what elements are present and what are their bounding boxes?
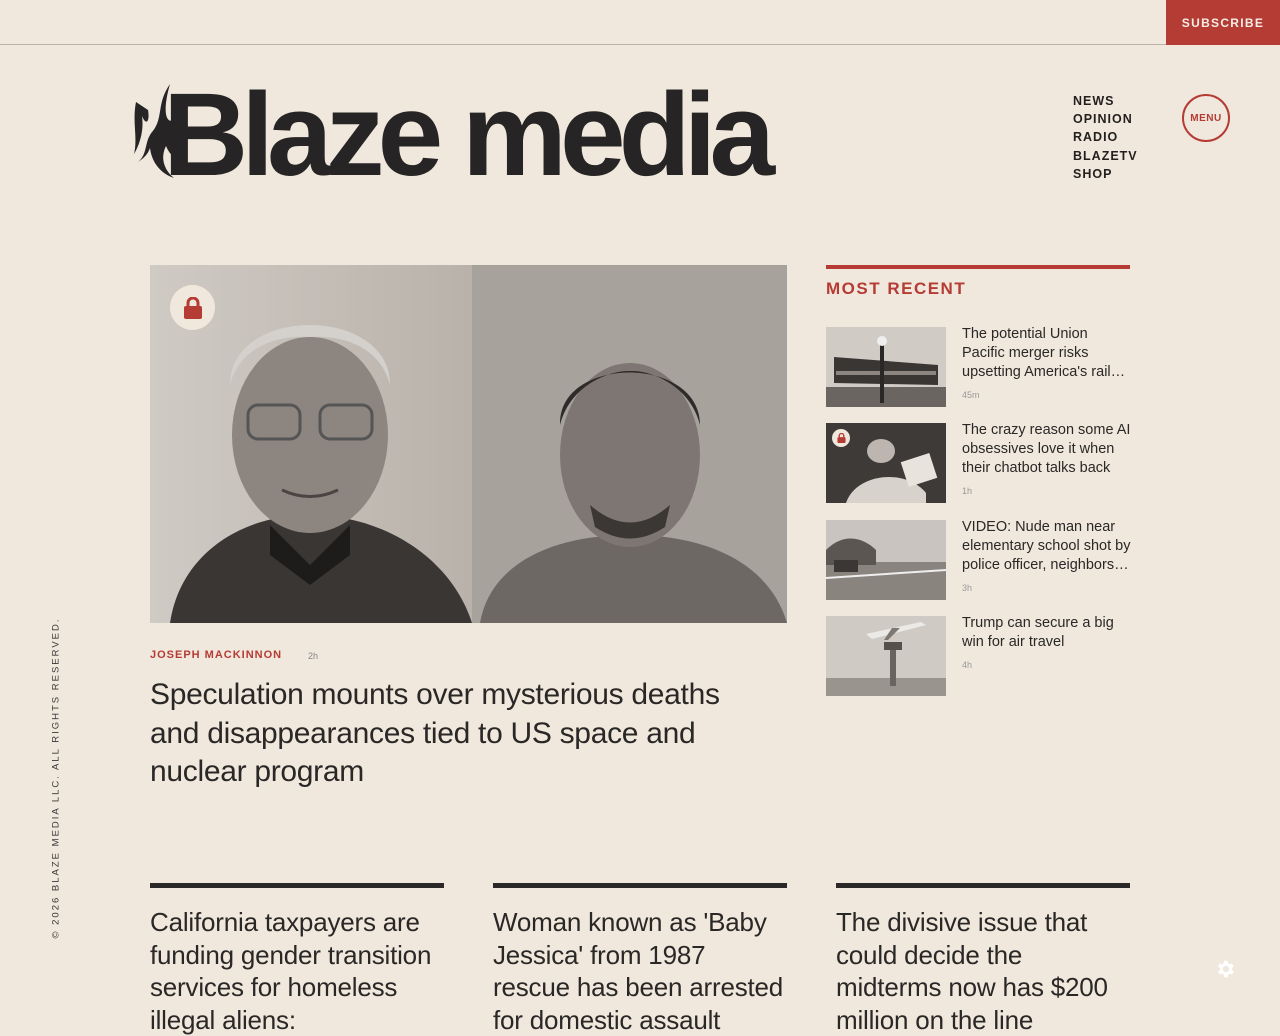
- top-bar: [0, 0, 1280, 45]
- card-headline[interactable]: Woman known as 'Baby Jessica' from 1987 rescue has been arrested for domestic assault: [493, 907, 784, 1035]
- recent-thumbnail: [826, 327, 946, 407]
- recent-item[interactable]: [826, 423, 1130, 503]
- gear-icon[interactable]: [1214, 958, 1236, 980]
- recent-time: 1h: [962, 486, 973, 496]
- recent-title[interactable]: The crazy reason some AI obsessives love it when their chatbot talks back: [962, 422, 1131, 476]
- section-heading: MOST RECENT: [826, 279, 967, 298]
- hero-photo: [150, 265, 787, 623]
- recent-thumbnail: [826, 423, 946, 503]
- recent-time: 4h: [962, 660, 973, 670]
- menu-button[interactable]: MENU: [1182, 94, 1230, 142]
- hero-timestamp: 2h: [308, 651, 319, 661]
- hero-author[interactable]: JOSEPH MACKINNON: [150, 649, 283, 661]
- recent-item[interactable]: [826, 327, 1130, 407]
- premium-lock-badge: [832, 429, 850, 447]
- recent-title[interactable]: Trump can secure a big win for air travel: [962, 615, 1114, 650]
- blaze-media-logo[interactable]: [130, 69, 790, 201]
- card-headline[interactable]: The divisive issue that could decide the midterms now has $200 million on the line: [836, 907, 1108, 1035]
- subscribe-button[interactable]: SUBSCRIBE: [1166, 0, 1280, 45]
- recent-thumbnail: [826, 520, 946, 600]
- recent-item[interactable]: [826, 616, 1130, 696]
- nav-item-news[interactable]: NEWS: [1073, 94, 1115, 108]
- story-card[interactable]: [150, 883, 444, 1036]
- recent-title[interactable]: The potential Union Pacific merger risks upsetting America's rail: [962, 326, 1111, 380]
- recent-item[interactable]: [826, 520, 1130, 600]
- nav-item-radio[interactable]: RADIO: [1073, 130, 1119, 145]
- logo-text: Blaze media: [163, 69, 769, 201]
- hero-image[interactable]: [150, 265, 787, 623]
- recent-title[interactable]: VIDEO: Nude man near elementary school shot by police officer, neighbors: [962, 519, 1131, 573]
- nav-item-blazetv[interactable]: BLAZETV: [1073, 148, 1138, 163]
- most-recent-section: [826, 265, 1131, 670]
- card-rule: [836, 883, 1130, 888]
- card-rule: [150, 883, 444, 888]
- premium-lock-badge: [170, 285, 215, 330]
- story-card[interactable]: [836, 883, 1130, 1036]
- hero-headline[interactable]: Speculation mounts over mysterious deaths and disappearances tied to US space and nuclear program: [150, 678, 720, 788]
- nav-item-shop[interactable]: SHOP: [1073, 166, 1113, 181]
- recent-time: 3h: [962, 583, 973, 593]
- story-card[interactable]: [493, 883, 787, 1036]
- recent-thumbnail: [826, 616, 946, 696]
- main-nav: [1073, 92, 1138, 183]
- card-rule: [493, 883, 787, 888]
- recent-time: 45m: [962, 390, 980, 400]
- section-rule: [826, 265, 1130, 269]
- nav-item-opinion[interactable]: OPINION: [1073, 112, 1133, 127]
- lock-icon: [183, 297, 203, 319]
- copyright-notice: © 2026 BLAZE MEDIA LLC. ALL RIGHTS RESERVED.: [50, 617, 62, 939]
- card-headline[interactable]: California taxpayers are funding gender transition services for homeless illegal aliens:: [150, 907, 432, 1035]
- lock-icon: [837, 433, 846, 443]
